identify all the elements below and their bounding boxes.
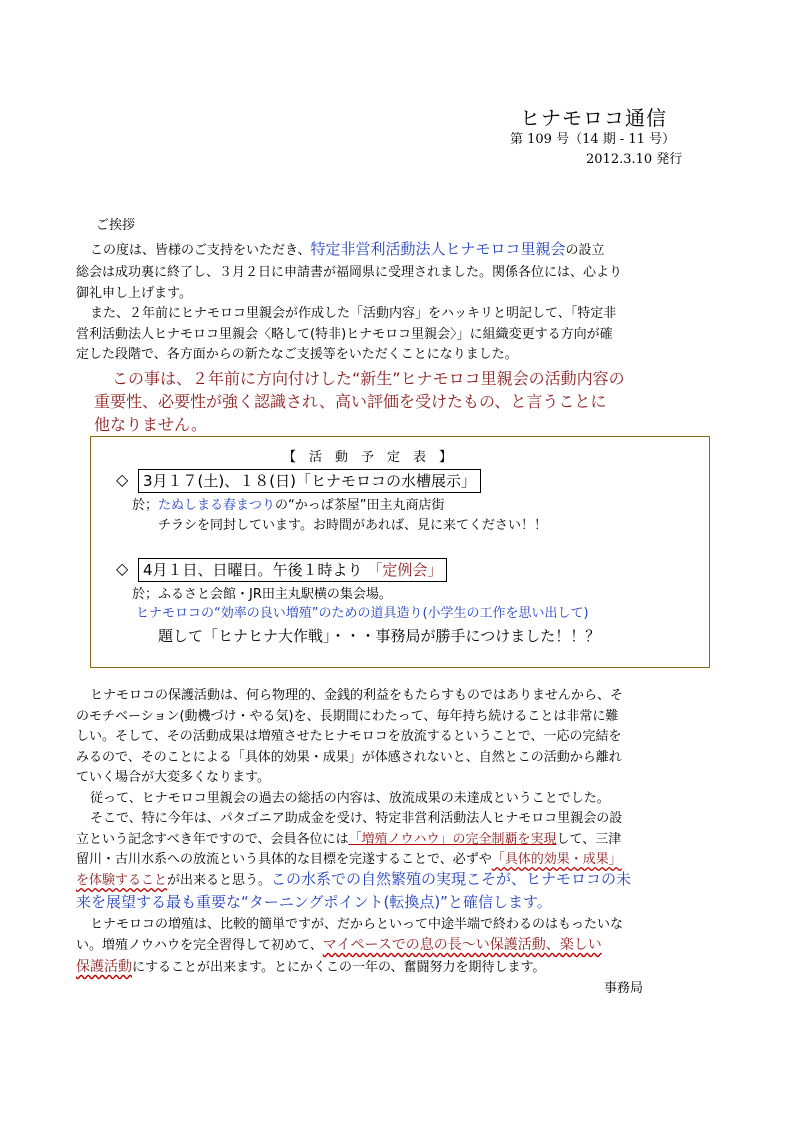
- event2-meeting: 「定例会」: [367, 561, 443, 579]
- event1-title: 3月１７(土)、１８(日)「ヒナモロコの水槽展示」: [138, 469, 481, 493]
- event2-title: [138, 558, 447, 582]
- event1-note: チラシを同封しています。お時間があれば、見に来てください！！: [158, 518, 547, 533]
- body-p4-line1: ヒナモロコの増殖は、比較的簡単ですが、だからといって中途半端で終わるのはもったいな: [90, 917, 624, 932]
- signature: 事務局: [604, 981, 644, 996]
- body-p2-line1: 従って、ヒナモロコ里親会の過去の総括の内容は、放流成果の未達成ということでした。: [90, 791, 610, 806]
- greeting-heading: ご挨拶: [96, 218, 136, 233]
- issue-number: 第 109 号（14 期 - 11 号）: [510, 132, 676, 147]
- event2-subtitle: 題して「ヒナヒナ大作戦」・・・事務局が勝手につけました！！？: [158, 627, 601, 645]
- event1-marker: ◇: [116, 470, 129, 489]
- p4-highlight-activity: マイペースでの息の長～い保護活動、楽しい: [322, 937, 602, 953]
- body-p4-line2: [76, 936, 602, 955]
- schedule-title: 【 活 動 予 定 表 】: [283, 450, 453, 465]
- greeting-p1-line2: 総会は成功裏に終了し、３月２日に申請書が福岡県に受理されました。関係各位には、心より: [76, 265, 623, 280]
- event1-place-prefix: 於；: [132, 498, 159, 513]
- newsletter-title: ヒナモロコ通信: [520, 106, 667, 130]
- greeting-p1-line3: 御礼申し上げます。: [76, 286, 192, 301]
- org-name: 特定非営利活動法人ヒナモロコ里親会: [310, 240, 566, 258]
- emphasis-line3: 他なりません。: [94, 415, 207, 434]
- p3-natural-breeding: この水系での自然繁殖の実現こそが、ヒナモロコの未: [271, 870, 632, 888]
- greeting-p1-line1: [90, 240, 605, 260]
- body-p1-line2: のモチベーション(動機づけ・やる気)を、長期間にわたって、毎年持ち続けることは非常に難: [76, 709, 619, 724]
- greeting-p2-line1: また、２年前にヒナモロコ里親会が作成した「活動内容」をハッキリと明記して、「特定非: [90, 306, 617, 321]
- p1-text-a: この度は、皆様のご支持をいただき、: [90, 243, 311, 258]
- issue-date: 2012.3.10 発行: [586, 152, 683, 167]
- body-p1-line4: みるので、そのことによる「具体的効果・成果」が体感されないと、自然とこの活動から離れ: [76, 750, 622, 765]
- greeting-p2-line2: 営利活動法人ヒナモロコ里親会〈略して(特非)ヒナモロコ里親会〉」に組織変更する方向が確: [76, 327, 613, 342]
- p3-line3-a: 留川・古川水系への放流という具体的な目標を完遂することで、必ずや: [76, 852, 492, 867]
- body-p3-line1: そこで、特に今年は、パタゴニア助成金を受け、特定非営利活動法人ヒナモロコ里親会の設: [90, 811, 623, 826]
- emphasis-line1: この事は、２年前に方向付けした“新生”ヒナモロコ里親会の活動内容の: [112, 369, 625, 388]
- event2-title-a: 4月１日、日曜日。午後１時より: [143, 561, 363, 579]
- body-p3-line5: 来を展望する最も重要な“ターニングポイント(転換点)”と確信します。: [76, 893, 552, 911]
- p4-line2-a: い。増殖ノウハウを完全習得して初めて、: [76, 938, 323, 953]
- p3-line2-b: して、三津: [556, 832, 622, 847]
- greeting-p2-line3: 定した段階で、各方面からの新たなご支援等をいただくことになりました。: [76, 347, 518, 362]
- body-p1-line3: しい。そして、その活動成果は増殖させたヒナモロコを放流するということで、一応の完結を: [76, 729, 622, 744]
- event2-place: 於；ふるさと会館・JR田主丸駅横の集会場。: [132, 587, 392, 602]
- p3-highlight-results: 「具体的効果・成果」: [491, 852, 622, 867]
- event1-place: [132, 496, 445, 515]
- event2-marker: ◇: [116, 559, 129, 578]
- p3-highlight-knowhow: 「増殖ノウハウ」の完全制覇を実現: [348, 832, 557, 847]
- body-p4-line3: [76, 958, 545, 977]
- body-p1-line1: ヒナモロコの保護活動は、何ら物理的、金銭的利益をもたらすものではありませんから、そ: [90, 688, 624, 703]
- p3-line4-b: が出来ると思う。: [167, 873, 272, 888]
- body-p1-line5: ていく場合が大変多くなります。: [76, 770, 270, 785]
- p4-highlight-protection: 保護活動: [76, 959, 132, 975]
- event2-topic: ヒナモロコの“効率の良い増殖”のための道具造り(小学生の工作を思い出して): [136, 606, 589, 621]
- emphasis-line2: 重要性、必要性が強く認識され、高い評価を受けたもの、と言うことに: [94, 392, 607, 411]
- p4-line3-b: にすることが出来ます。とにかくこの一年の、奮闘努力を期待します。: [132, 960, 546, 975]
- p1-text-b: の設立: [565, 243, 605, 258]
- body-p3-line2: [76, 830, 621, 849]
- body-p3-line4: [76, 870, 631, 890]
- event1-festival-name: たぬしまる春まつり: [158, 498, 276, 513]
- p3-line2-a: 立という記念すべき年ですので、会員各位には: [76, 832, 349, 847]
- event1-place-rest: の“かっぱ茶屋”田主丸商店街: [275, 498, 445, 513]
- body-p3-line3: [76, 850, 622, 869]
- p3-highlight-experience: を体験すること: [76, 873, 168, 888]
